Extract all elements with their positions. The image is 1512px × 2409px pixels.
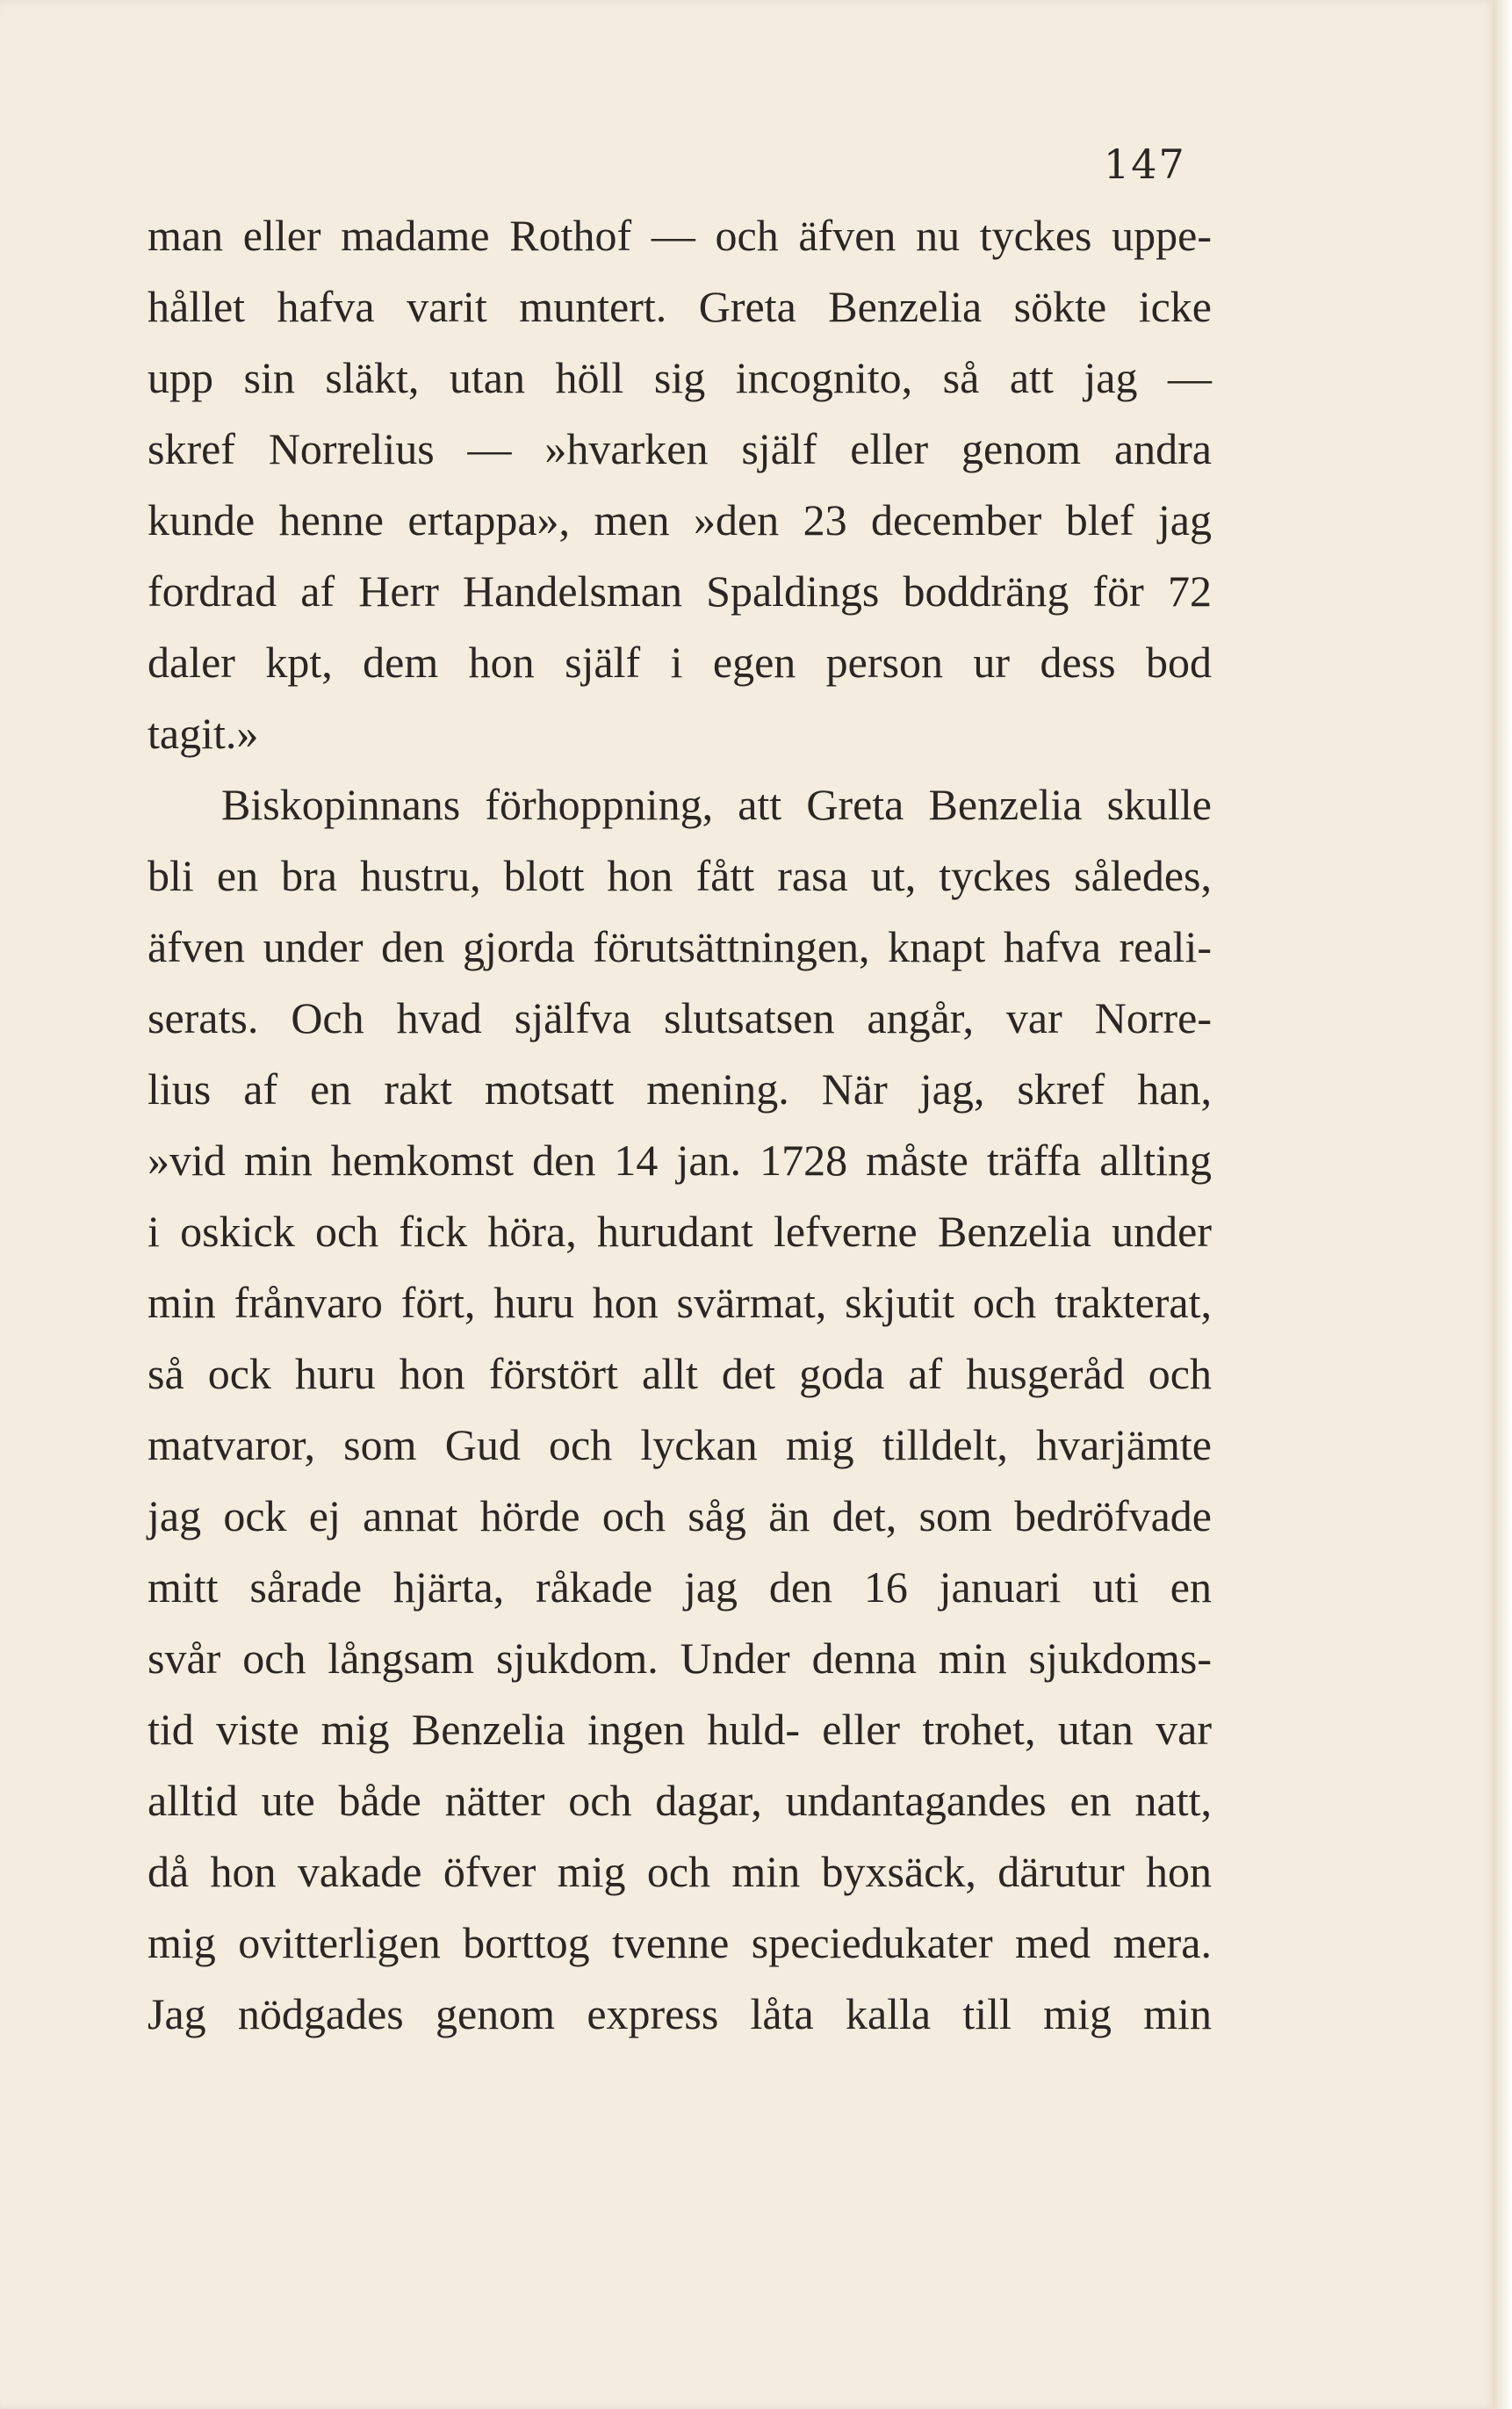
text-line: daler kpt, dem hon själf i egen person ur dess bod [148, 638, 1212, 687]
page-edge [1493, 0, 1512, 2409]
text-line: så ock huru hon förstört allt det goda af husgeråd och [148, 1349, 1212, 1398]
text-line: äfven under den gjorda förutsättningen, knapt hafva reali- [148, 922, 1212, 971]
text-line: serats. Och hvad själfva slutsatsen angår, var Norre- [148, 993, 1212, 1042]
text-line: tid viste mig Benzelia ingen huld- eller trohet, utan var [148, 1705, 1212, 1754]
body-text [148, 200, 1212, 2050]
text-line: kunde henne ertappa», men »den 23 december blef jag [148, 495, 1212, 545]
text-line: Biskopinnans förhoppning, att Greta Benzelia skulle [221, 780, 1212, 829]
text-line: tagit.» [148, 709, 259, 758]
text-line: fordrad af Herr Handelsman Spaldings boddräng för 72 [148, 566, 1212, 616]
text-line: Jag nödgades genom express låta kalla till mig min [148, 1989, 1212, 2038]
text-line: lius af en rakt motsatt mening. När jag, skref han, [148, 1064, 1212, 1114]
text-line: upp sin släkt, utan höll sig incognito, så att jag — [148, 353, 1212, 402]
text-line: svår och långsam sjukdom. Under denna min sjukdoms- [148, 1634, 1212, 1683]
text-line: mig ovitterligen borttog tvenne speciedukater med mera. [148, 1918, 1212, 1967]
text-line: »vid min hemkomst den 14 jan. 1728 måste träffa allting [148, 1136, 1212, 1185]
text-line: hållet hafva varit muntert. Greta Benzelia sökte icke [148, 282, 1212, 331]
text-line: skref Norrelius — »hvarken själf eller genom andra [148, 424, 1212, 473]
text-line: jag ock ej annat hörde och såg än det, som bedröfvade [148, 1491, 1212, 1540]
text-line: matvaror, som Gud och lyckan mig tilldelt, hvarjämte [148, 1420, 1212, 1469]
text-line: bli en bra hustru, blott hon fått rasa ut, tyckes således, [148, 851, 1212, 900]
text-line: alltid ute både nätter och dagar, undantagandes en natt, [148, 1776, 1212, 1825]
text-line: mitt sårade hjärta, råkade jag den 16 januari uti en [148, 1562, 1212, 1612]
text-line: i oskick och fick höra, hurudant lefverne Benzelia under [148, 1207, 1212, 1256]
page-number: 147 [1104, 141, 1186, 188]
text-line: man eller madame Rothof — och äfven nu tyckes uppe- [148, 211, 1212, 260]
text-line: min frånvaro fört, huru hon svärmat, skjutit och trakterat, [148, 1278, 1212, 1327]
text-line: då hon vakade öfver mig och min byxsäck, därutur hon [148, 1847, 1212, 1896]
